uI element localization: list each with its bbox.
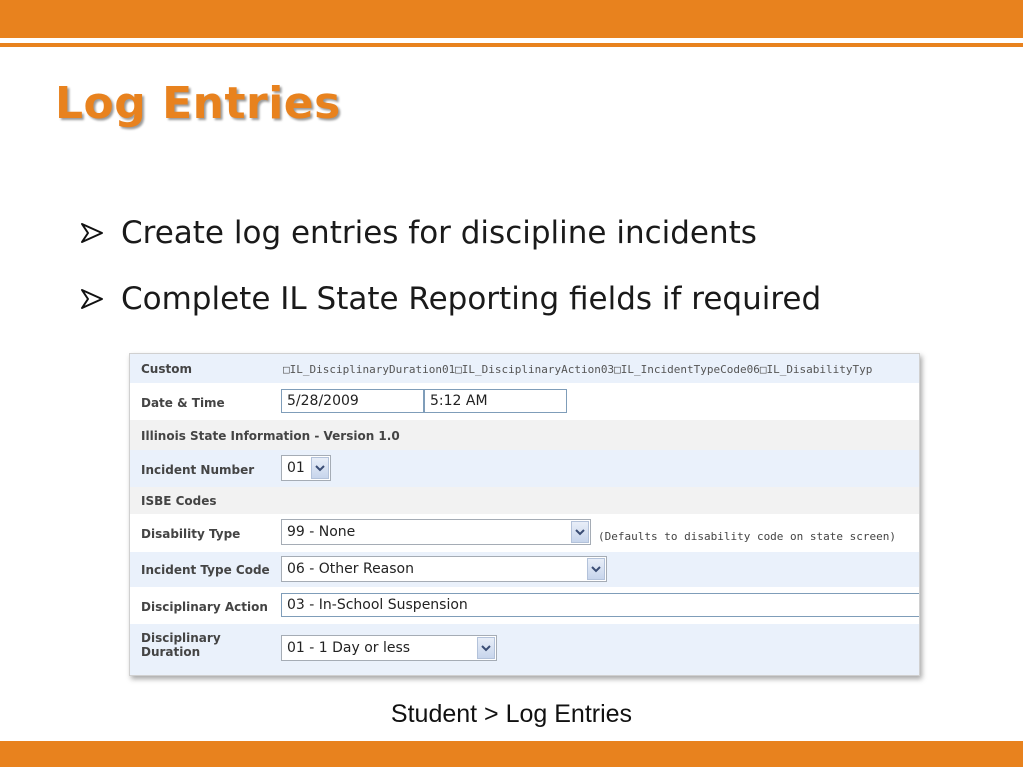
datetime-row: [130, 383, 919, 420]
incident-type-select[interactable]: [281, 556, 607, 582]
arrow-bullet-icon: [80, 221, 104, 245]
chevron-down-icon: [591, 566, 601, 573]
bullet-text: Create log entries for discipline incidents: [121, 215, 757, 251]
disciplinary-duration-row: [130, 624, 919, 675]
disciplinary-duration-select[interactable]: [281, 635, 497, 661]
date-input[interactable]: 5/28/2009: [281, 389, 424, 413]
disciplinary-action-field[interactable]: 03 - In-School Suspension: [281, 593, 920, 617]
slide-title: Log Entries: [55, 78, 341, 129]
disciplinary-duration-label: [141, 631, 221, 659]
disability-type-select[interactable]: [281, 519, 591, 545]
incident-type-label: Incident Type Code: [141, 563, 270, 577]
top-accent-band: [0, 0, 1023, 38]
disability-hint: (Defaults to disability code on state screen): [598, 530, 897, 543]
incident-number-select[interactable]: [281, 455, 331, 481]
chevron-down-icon: [575, 529, 585, 536]
incident-type-row: [130, 552, 919, 587]
custom-row: [130, 354, 919, 383]
dropdown-button[interactable]: [311, 457, 329, 479]
section-title: ISBE Codes: [141, 494, 217, 508]
disability-type-label: Disability Type: [141, 527, 241, 541]
custom-label: Custom: [141, 362, 192, 376]
dropdown-button[interactable]: [587, 558, 605, 580]
log-entry-form-screenshot: [129, 353, 920, 676]
arrow-bullet-icon: [80, 287, 104, 311]
top-accent-line: [0, 43, 1023, 47]
incident-number-value: 01: [287, 460, 305, 476]
bullet-text: Complete IL State Reporting fields if required: [121, 281, 822, 317]
dropdown-button[interactable]: [477, 637, 495, 659]
custom-value: □IL_DisciplinaryDuration01□IL_DisciplinaryAction03□IL_IncidentTypeCode06□IL_DisabilityTyp: [283, 363, 873, 376]
disciplinary-action-label: Disciplinary Action: [141, 600, 268, 614]
dropdown-button[interactable]: [571, 521, 589, 543]
incident-number-label: Incident Number: [141, 463, 255, 477]
bottom-accent-band: [0, 741, 1023, 767]
label-line: Disciplinary: [141, 631, 221, 645]
caption: Student > Log Entries: [390, 700, 633, 728]
chevron-down-icon: [481, 645, 491, 652]
time-input[interactable]: 5:12 AM: [424, 389, 567, 413]
disciplinary-action-row: [130, 587, 919, 624]
disability-type-value: 99 - None: [287, 524, 356, 540]
section-header-isbe: [130, 487, 919, 514]
datetime-label: Date & Time: [141, 396, 225, 410]
section-title: Illinois State Information - Version 1.0: [141, 429, 400, 443]
bullet-item: [80, 200, 821, 266]
bullet-item: [80, 266, 821, 332]
chevron-down-icon: [315, 465, 325, 472]
bullet-list: [80, 200, 821, 332]
label-line: Duration: [141, 645, 201, 659]
incident-type-value: 06 - Other Reason: [287, 561, 414, 577]
section-header-state-info: [130, 420, 919, 450]
incident-number-row: [130, 450, 919, 487]
disciplinary-duration-value: 01 - 1 Day or less: [287, 640, 411, 656]
